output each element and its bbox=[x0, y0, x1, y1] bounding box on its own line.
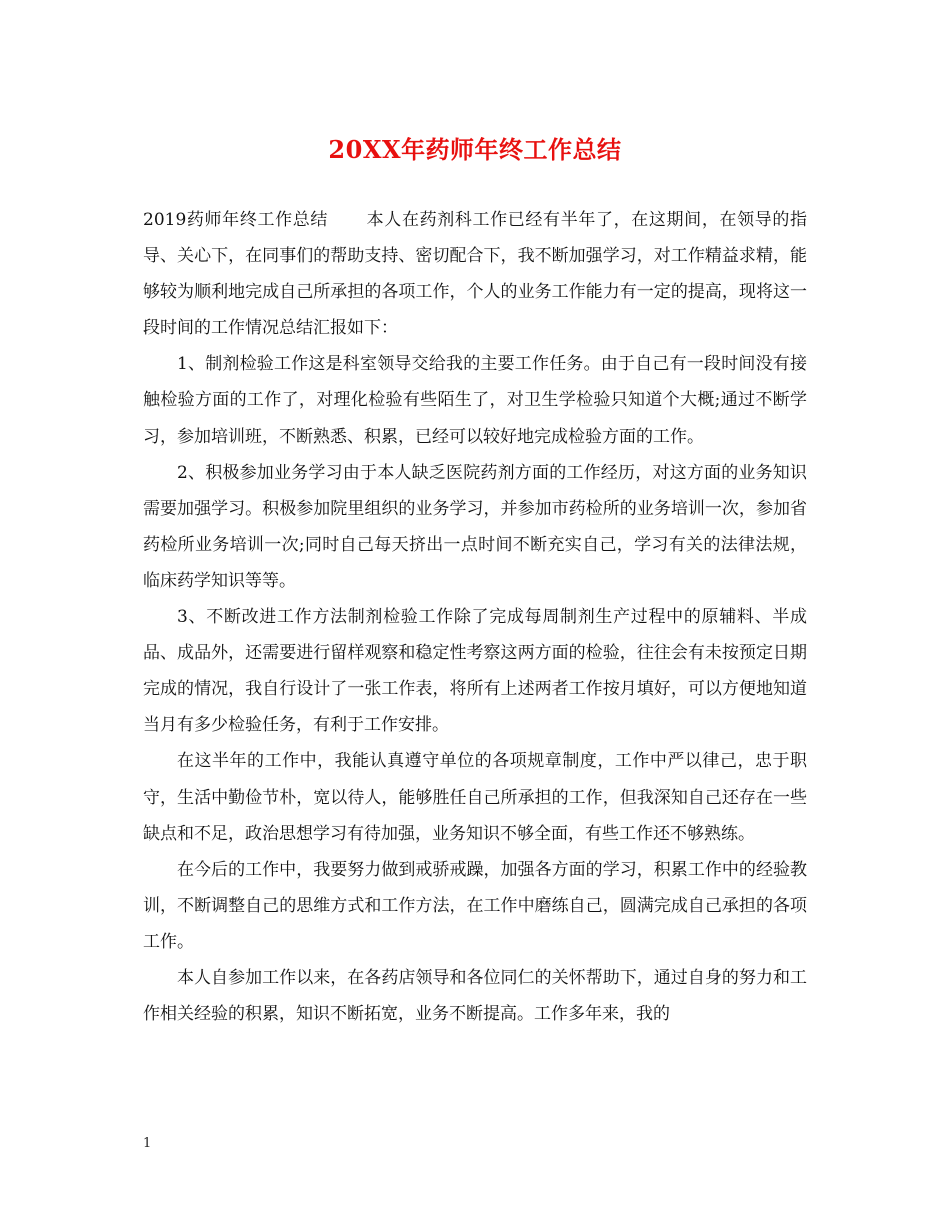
paragraph-6: 在今后的工作中，我要努力做到戒骄戒躁，加强各方面的学习，积累工作中的经验教训，不断调整自己的思维方式和工作方法，在工作中磨练自己，圆满完成自己承担的各项工作。 bbox=[143, 859, 807, 952]
page-number: 1 bbox=[143, 1136, 152, 1151]
paragraph-2: 1、制剂检验工作这是科室领导交给我的主要工作任务。由于自己有一段时间没有接触检验方面的工作了，对理化检验有些陌生了，对卫生学检验只知道个大概;通过不断学习，参加培训班，不断熟悉、积累，已经可以较好地完成检验方面的工作。 bbox=[143, 354, 807, 447]
intro-label: 2019药师年终工作总结 bbox=[143, 210, 329, 230]
paragraph-7: 本人自参加工作以来，在各药店领导和各位同仁的关怀帮助下，通过自身的努力和工作相关经验的积累，知识不断拓宽，业务不断提高。工作多年来，我的 bbox=[143, 967, 807, 1025]
document-body bbox=[143, 202, 807, 1032]
paragraph-1: 本人在药剂科工作已经有半年了，在这期间，在领导的指导、关心下，在同事们的帮助支持、密切配合下，我不断加强学习，对工作精益求精，能够较为顺利地完成自己所承担的各项工作，个人的业务工作能力有一定的提高，现将这一段时间的工作情况总结汇报如下： bbox=[143, 210, 808, 339]
paragraph-3: 2、积极参加业务学习由于本人缺乏医院药剂方面的工作经历，对这方面的业务知识需要加强学习。积极参加院里组织的业务学习，并参加市药检所的业务培训一次，参加省药检所业务培训一次;同时自己每天挤出一点时间不断充实自己，学习有关的法律法规，临床药学知识等等。 bbox=[143, 462, 807, 591]
document-title: 20XX年药师年终工作总结 bbox=[328, 135, 622, 164]
paragraph-4: 3、不断改进工作方法制剂检验工作除了完成每周制剂生产过程中的原辅料、半成品、成品外，还需要进行留样观察和稳定性考察这两方面的检验，往往会有未按预定日期完成的情况，我自行设计了一张工作表，将所有上述两者工作按月填好，可以方便地知道当月有多少检验任务，有利于工作安排。 bbox=[143, 607, 807, 736]
paragraph-5: 在这半年的工作中，我能认真遵守单位的各项规章制度，工作中严以律己，忠于职守，生活中勤俭节朴，宽以待人，能够胜任自己所承担的工作，但我深知自己还存在一些缺点和不足，政治思想学习有待加强，业务知识不够全面，有些工作还不够熟练。 bbox=[143, 751, 807, 844]
intro-paragraph bbox=[143, 202, 807, 346]
